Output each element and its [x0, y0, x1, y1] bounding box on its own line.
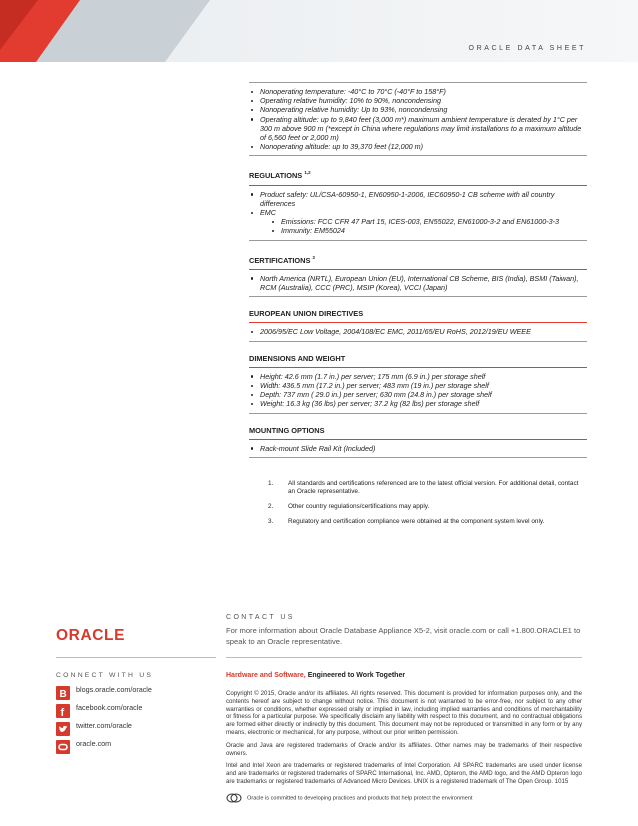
blogger-icon [56, 686, 70, 700]
list-item: Rack-mount Slide Rail Kit (Included) [249, 444, 587, 453]
header-graphic [0, 0, 638, 62]
list-item: 2006/95/EC Low Voltage, 2004/108/EC EMC, 2011/65/EU RoHS, 2012/19/EU WEEE [249, 327, 587, 336]
emc-sublist [260, 217, 587, 235]
regulations-list [249, 186, 587, 240]
list-item: Nonoperating temperature: -40°C to 70°C (-40°F to 158°F) [249, 87, 587, 96]
footnote: 2. Other country regulations/certifications may apply. [268, 503, 430, 510]
page-header [0, 0, 638, 62]
list-item: Height: 42.6 mm (1.7 in.) per server; 175 mm (6.9 in.) per storage shelf [249, 372, 587, 381]
svg-text:B: B [59, 689, 67, 700]
list-item: Nonoperating relative humidity: Up to 93%, noncondensing [249, 105, 587, 114]
contact-label: CONTACT US [226, 614, 295, 621]
copyright-text [226, 690, 582, 791]
section-title-dimensions: DIMENSIONS AND WEIGHT [249, 353, 346, 363]
list-item: Immunity: EM55024 [270, 226, 587, 235]
copyright-paragraph: Oracle and Java are registered trademarks of Oracle and/or its affiliates. Other names may be trademarks of their respective owners. [226, 741, 582, 757]
contact-text: For more information about Oracle Database Appliance X5-2, visit oracle.com or call +1.800.ORACLE1 to speak to an Oracle representative. [226, 626, 581, 646]
list-item: North America (NRTL), European Union (EU), International CB Scheme, BIS (India), BSMI (Taiwan), RCM (Australia), CCC (PRC), MSIP (Korea), VCCI (Japan) [249, 274, 587, 292]
list-item: Width: 436.5 mm (17.2 in.) per server; 483 mm (19 in.) per storage shelf [249, 381, 587, 390]
dimensions-list [249, 368, 587, 413]
footnote: 1. All standards and certifications referenced are to the latest official version. For additional detail, contact an Oracle representative. [268, 480, 579, 495]
certifications-list [249, 270, 587, 296]
section-title-regulations: REGULATIONS $^{1,2}$ [249, 170, 311, 181]
mounting-list [249, 440, 587, 457]
eu-list [249, 323, 587, 340]
section-title-mounting: MOUNTING OPTIONS [249, 425, 325, 435]
svg-text:ORACLE: ORACLE [56, 627, 126, 643]
copyright-paragraph: Copyright © 2015, Oracle and/or its affiliates. All rights reserved. This document is provided for information purposes only, and the contents hereof are subject to change without notice. This document is not warranted to be error-free, nor subject to any other warranties or conditions, whether expressed orally or implied in law, including implied warranties and conditions of merchantability or fitness for a particular purpose. We specifically disclaim any liability with respect to this document, and no contractual obligations are formed either directly or indirectly by this document. This document may not be reproduced or transmitted in any form or by any means, electronic or mechanical, for any purpose, without our prior written permission. [226, 690, 582, 736]
footnotes [268, 480, 586, 533]
list-item: Product safety: UL/CSA-60950-1, EN60950-1-2006, IEC60950-1 CB scheme with all country differences [249, 190, 587, 208]
footnote: 3. Regulatory and certification compliance were obtained at the component system level only. [268, 518, 545, 525]
environment-icon [226, 793, 242, 803]
oracle-icon [56, 740, 70, 754]
connect-label: CONNECT WITH US [56, 672, 154, 679]
section-title-certifications: CERTIFICATIONS $^2$ [249, 254, 316, 265]
environment-statement: Oracle is committed to developing practices and products that help protect the environment [226, 793, 472, 803]
list-item: Weight: 16.3 kg (36 lbs) per server; 37.2 kg (82 lbs) per storage shelf [249, 399, 587, 408]
list-item: Operating altitude: up to 9,840 feet (3,000 m*) maximum ambient temperature is derated by 1°C per 300 m above 900 m (*except in China where regulations may limit installations to a maximum altitude of 6,560 feet or 2,000 m) [249, 115, 587, 143]
environment-list [249, 83, 587, 155]
tagline: Hardware and Software, Engineered to Work Together [226, 672, 406, 679]
list-item: Operating relative humidity: 10% to 90%, noncondensing [249, 96, 587, 105]
twitter-icon [56, 722, 70, 736]
specifications [249, 82, 587, 458]
list-item: Depth: 737 mm ( 29.0 in.) per server; 630 mm (24.8 in.) per storage shelf [249, 390, 587, 399]
divider [249, 457, 587, 458]
oracle-logo [56, 627, 138, 648]
divider [226, 657, 582, 658]
list-item: EMC Emissions: FCC CFR 47 Part 15, ICES-003, EN55022, EN61000-3-2 and EN61000-3-3 Immunity: EM55024 [249, 208, 587, 236]
section-title-eu-directives: EUROPEAN UNION DIRECTIVES [249, 309, 364, 319]
facebook-icon [56, 704, 70, 718]
copyright-paragraph: Intel and Intel Xeon are trademarks or registered trademarks of Intel Corporation. All SPARC trademarks are used under license and are trademarks or registered trademarks of SPARC International, Inc. AMD, Opteron, the AMD logo, and the AMD Opteron logo are trademarks or registered trademarks of Advanced Micro Devices. UNIX is a registered trademark of The Open Group. 1015 [226, 762, 582, 785]
header-label: ORACLE DATA SHEET [468, 45, 586, 52]
oracle-logo-graphic [56, 627, 138, 643]
divider [56, 657, 216, 658]
list-item: Nonoperating altitude: up to 39,370 feet (12,000 m) [249, 142, 587, 151]
svg-text:f: f [60, 707, 65, 718]
list-item: Emissions: FCC CFR 47 Part 15, ICES-003, EN55022, EN61000-3-2 and EN61000-3-3 [270, 217, 587, 226]
